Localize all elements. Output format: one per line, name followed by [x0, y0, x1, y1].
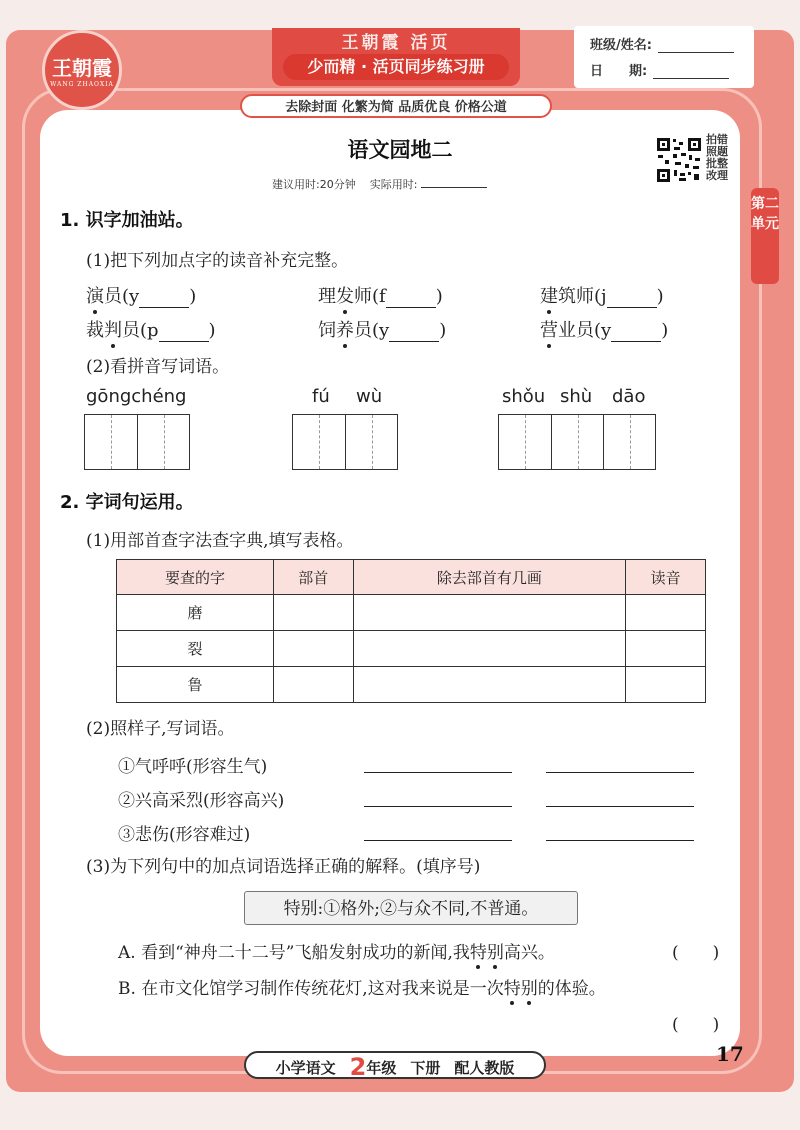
table-header-cell: 部首	[273, 560, 353, 595]
writing-cell[interactable]	[137, 415, 189, 469]
pinyin-item-5: 饲养员(y )	[318, 316, 446, 342]
page-title: 语文园地二	[347, 138, 453, 162]
pinyin-prompt: gōngchéng	[86, 386, 187, 407]
pinyin-item-1: 演员(y )	[86, 282, 196, 308]
sentence-a: A. 看到“神舟二十二号”飞船发射成功的新闻,我特别高兴。	[118, 938, 555, 963]
motto-banner: 去除封面 化繁为简 品质优良 价格公道	[240, 94, 552, 118]
qr-code-icon[interactable]	[655, 136, 703, 184]
answer-cell[interactable]	[273, 667, 353, 703]
writing-cell[interactable]	[603, 415, 655, 469]
table-row	[117, 667, 706, 703]
pinyin-item-6: 营业员(y )	[540, 316, 668, 342]
suggested-time: 建议用时:20分钟	[272, 178, 356, 191]
pinyin-answer-field[interactable]	[607, 289, 657, 308]
footer-subject: 小学语文	[275, 1059, 336, 1077]
answer-cell[interactable]	[273, 595, 353, 631]
publisher-logo	[42, 30, 122, 110]
pinyin-answer-field[interactable]	[159, 323, 209, 342]
writing-cell[interactable]	[499, 415, 551, 469]
meaning-box: 特别:①格外;②与众不同,不普通。	[244, 891, 578, 925]
actual-time-field[interactable]	[421, 187, 487, 188]
unit-tab: 第二单元	[751, 188, 779, 284]
pinyin-item-4: 裁判员(p )	[86, 316, 216, 342]
writing-cell[interactable]	[345, 415, 397, 469]
lookup-character: 磨	[117, 595, 274, 631]
writing-cell[interactable]	[85, 415, 137, 469]
brand-slogan: 少而精 · 活页同步练习册	[283, 54, 509, 80]
answer-cell[interactable]	[626, 595, 706, 631]
dictionary-table	[116, 559, 706, 703]
lookup-character: 裂	[117, 631, 274, 667]
answer-line[interactable]	[364, 840, 512, 841]
writing-cell[interactable]	[293, 415, 345, 469]
answer-paren-a[interactable]: ( )	[672, 943, 720, 963]
answer-paren-b[interactable]: ( )	[672, 1015, 720, 1035]
time-info	[272, 176, 487, 192]
answer-line[interactable]	[364, 806, 512, 807]
answer-line[interactable]	[546, 806, 694, 807]
writing-grid-3	[498, 414, 656, 470]
actual-time-label: 实际用时:	[369, 178, 418, 191]
answer-line[interactable]	[546, 772, 694, 773]
pinyin-prompt: shù	[560, 386, 593, 407]
writing-grid-2	[292, 414, 398, 470]
logo-text: 王朝霞	[52, 56, 112, 80]
brand-name: 王朝霞 活页	[341, 33, 451, 50]
pinyin-answer-field[interactable]	[139, 289, 189, 308]
footer-term: 下册	[410, 1059, 441, 1077]
pinyin-item-3: 建筑师(j )	[540, 282, 664, 308]
logo-subtext: WANG ZHAOXIA	[50, 81, 114, 88]
date-label: 日 期:	[590, 64, 648, 79]
pinyin-item-2: 理发师(f )	[318, 282, 443, 308]
answer-cell[interactable]	[353, 667, 626, 703]
table-row	[117, 631, 706, 667]
q1-1-label: (1)把下列加点字的读音补充完整。	[86, 251, 349, 271]
example-item-1: ①气呼呼(形容生气)	[118, 757, 268, 777]
table-row	[117, 595, 706, 631]
q2-3-label: (3)为下列句中的加点词语选择正确的解释。(填序号)	[86, 857, 481, 877]
answer-cell[interactable]	[626, 631, 706, 667]
student-info-box	[574, 26, 754, 88]
footer-banner	[244, 1051, 546, 1079]
q1-2-label: (2)看拼音写词语。	[86, 357, 230, 377]
footer-edition: 配人教版	[454, 1059, 515, 1077]
date-field[interactable]	[653, 64, 729, 79]
pinyin-answer-field[interactable]	[386, 289, 436, 308]
answer-cell[interactable]	[626, 667, 706, 703]
section-2-heading: 2. 字词句运用。	[60, 492, 194, 513]
class-name-field[interactable]	[658, 38, 734, 53]
table-header-cell: 要查的字	[117, 560, 274, 595]
brand-ribbon	[272, 28, 520, 86]
writing-grid-1	[84, 414, 190, 470]
pinyin-answer-field[interactable]	[389, 323, 439, 342]
example-item-3: ③悲伤(形容难过)	[118, 825, 251, 845]
pinyin-prompt: dāo	[612, 386, 646, 407]
section-1-heading: 1. 识字加油站。	[60, 210, 194, 231]
table-header-cell: 除去部首有几画	[353, 560, 626, 595]
q2-2-label: (2)照样子,写词语。	[86, 719, 235, 739]
table-header-row	[117, 560, 706, 595]
answer-line[interactable]	[546, 840, 694, 841]
page-number: 17	[716, 1042, 744, 1066]
answer-cell[interactable]	[353, 631, 626, 667]
example-item-2: ②兴高采烈(形容高兴)	[118, 791, 285, 811]
qr-caption: 拍错照题批整改理	[706, 133, 728, 182]
class-name-label: 班级/姓名:	[590, 38, 652, 53]
table-header-cell: 读音	[626, 560, 706, 595]
answer-cell[interactable]	[273, 631, 353, 667]
footer-grade-number: 2	[349, 1053, 367, 1081]
pinyin-prompt: shǒu	[502, 386, 546, 407]
answer-cell[interactable]	[353, 595, 626, 631]
answer-line[interactable]	[364, 772, 512, 773]
pinyin-prompt: fú	[312, 386, 330, 407]
sentence-b: B. 在市文化馆学习制作传统花灯,这对我来说是一次特别的体验。	[118, 974, 606, 999]
footer-grade-word: 年级	[366, 1059, 397, 1077]
pinyin-prompt: wù	[356, 386, 383, 407]
lookup-character: 鲁	[117, 667, 274, 703]
pinyin-answer-field[interactable]	[611, 323, 661, 342]
q2-1-label: (1)用部首查字法查字典,填写表格。	[86, 531, 354, 551]
writing-cell[interactable]	[551, 415, 603, 469]
